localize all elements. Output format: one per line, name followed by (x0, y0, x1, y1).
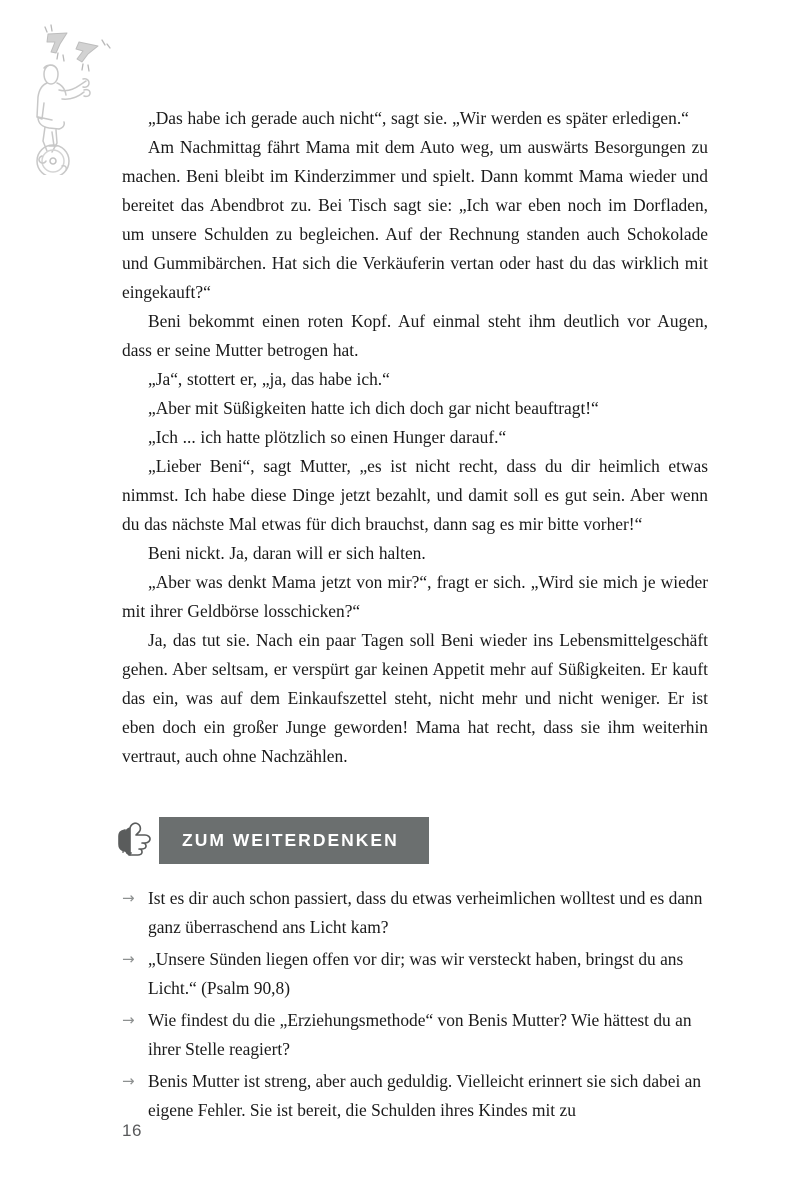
arrow-bullet-icon: → (122, 950, 135, 968)
list-item (122, 884, 708, 942)
paragraph: „Das habe ich gerade auch nicht“, sagt sie. „Wir werden es später erledigen.“ (148, 108, 689, 128)
paragraph: „Aber was denkt Mama jetzt von mir?“, fragt er sich. „Wird sie mich je wieder mit ihrer Geldbörse losschicken?“ (122, 572, 708, 621)
list-item-text: Benis Mutter ist streng, aber auch geduldig. Vielleicht erinnert sie sich dabei an eigene Fehler. Sie ist bereit, die Schulden ihres Kindes mit zu (148, 1071, 702, 1120)
list-item (122, 1006, 708, 1064)
section-banner (159, 817, 429, 864)
section-banner-label: ZUM WEITERDENKEN (182, 830, 399, 850)
paragraph: Beni bekommt einen roten Kopf. Auf einmal steht ihm deutlich vor Augen, dass er seine Mutter betrogen hat. (122, 311, 708, 360)
section-heading (114, 813, 714, 869)
arrow-bullet-icon: → (122, 889, 135, 907)
paragraph: Am Nachmittag fährt Mama mit dem Auto weg, um auswärts Besorgungen zu machen. Beni bleibt im Kinderzimmer und spielt. Dann kommt Mama wieder und bereitet das Abendbrot zu. Bei Tisch sagt sie: „Ich war eben noch im Dorfladen, um unsere Schulden zu begleichen. Auf der Rechnung standen auch Schokolade und Gummibärchen. Hat sich die Verkäuferin vertan oder hast du das wirklich mit eingekauft?“ (122, 137, 708, 302)
pointing-hand-icon (114, 819, 154, 857)
question-list (122, 884, 708, 1128)
paragraph: „Aber mit Süßigkeiten hatte ich dich doch gar nicht beauftragt!“ (148, 398, 599, 418)
arrow-bullet-icon: → (122, 1072, 135, 1090)
list-item (122, 1067, 708, 1125)
paragraph: „Ja“, stottert er, „ja, das habe ich.“ (148, 369, 390, 389)
story-text-column (122, 104, 708, 771)
arrow-bullet-icon: → (122, 1011, 135, 1029)
list-item-text: „Unsere Sünden liegen offen vor dir; was wir versteckt haben, bringst du ans Licht.“ (Psalm 90,8) (148, 949, 684, 998)
paragraph: Ja, das tut sie. Nach ein paar Tagen soll Beni wieder ins Lebensmittelgeschäft gehen. Aber seltsam, er verspürt gar keinen Appetit mehr auf Süßigkeiten. Er kauft das ein, was auf dem Einkaufszettel steht, nicht mehr und nicht weniger. Er ist eben doch ein großer Junge geworden! Mama hat recht, dass sie ihm weiterhin vertraut, auch ohne Nachzählen. (122, 630, 708, 766)
unicycle-juggler-illustration (26, 20, 126, 175)
paragraph: Beni nickt. Ja, daran will er sich halten. (148, 543, 426, 563)
list-item-text: Wie findest du die „Erziehungsmethode“ von Benis Mutter? Wie hättest du an ihrer Stelle reagiert? (148, 1010, 692, 1059)
paragraph: „Lieber Beni“, sagt Mutter, „es ist nicht recht, dass du dir heimlich etwas nimmst. Ich habe diese Dinge jetzt bezahlt, und damit soll es gut sein. Aber wenn du das nächste Mal etwas für dich brauchst, dann sag es mir bitte vorher!“ (122, 456, 708, 534)
page-number: 16 (122, 1121, 142, 1140)
list-item (122, 945, 708, 1003)
list-item-text: Ist es dir auch schon passiert, dass du etwas verheimlichen wolltest und es dann ganz überraschend ans Licht kam? (148, 888, 703, 937)
paragraph: „Ich ... ich hatte plötzlich so einen Hunger darauf.“ (148, 427, 507, 447)
